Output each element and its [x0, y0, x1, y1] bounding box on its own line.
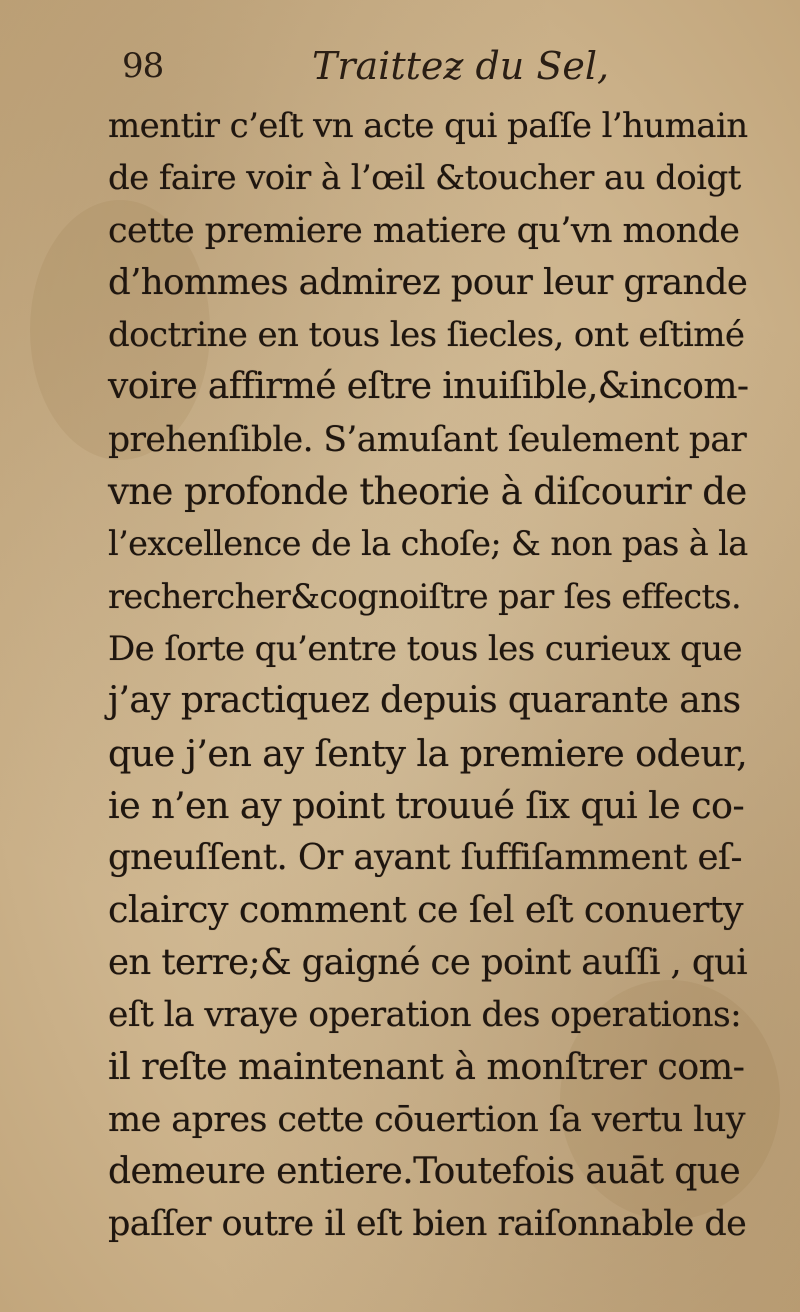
text-line: cette premiere matiere qu’vn monde	[108, 210, 740, 251]
text-line: prehenſible. S’amuſant ſeulement par	[108, 419, 747, 460]
text-line: vne profonde theorie à diſcourir de	[108, 470, 747, 514]
text-line: eſt la vraye operation des operations:	[108, 995, 742, 1036]
text-line: que j’en ay ſenty la premiere odeur,	[108, 731, 748, 775]
text-line: claircy comment ce ſel eſt conuerty	[108, 888, 743, 932]
text-line: en terre;& gaigné ce point auſſi , qui	[108, 941, 748, 983]
text-line: l’excellence de la choſe; & non pas à la	[108, 524, 748, 564]
text-line: paſſer outre il eſt bien raiſonnable de	[108, 1204, 747, 1245]
text-line: rechercher&cognoiſtre par ſes effects.	[108, 576, 742, 616]
text-line: doctrine en tous les ſiecles, ont eſtimé	[108, 315, 745, 356]
text-line: demeure entiere.Toutefois auāt que	[108, 1150, 741, 1192]
text-line: d’hommes admirez pour leur grande	[108, 261, 748, 303]
text-line: De ſorte qu’entre tous les curieux que	[108, 628, 743, 669]
text-line: mentir c’eſt vn acte qui paſſe l’humain	[108, 106, 748, 146]
text-line: j’ay practiquez depuis quarante ans	[108, 680, 741, 722]
body-text	[108, 100, 748, 1251]
text-line: de faire voir à l’œil &toucher au doigt	[108, 158, 741, 199]
text-line: gneuſſent. Or ayant ſuffiſamment eſ-	[108, 837, 742, 879]
text-line: voire affirmé eſtre inuiſible,&incom-	[108, 366, 749, 408]
text-line: il reſte maintenant à monſtrer com-	[108, 1045, 745, 1089]
text-line: ie n’en ay point trouué ſix qui le co-	[108, 783, 745, 827]
page-header	[122, 40, 622, 98]
text-line: me apres cette cōuertion ſa vertu luy	[108, 1099, 745, 1140]
running-title: Traitteƶ du Sel,	[312, 44, 610, 88]
page-number: 98	[122, 46, 164, 86]
